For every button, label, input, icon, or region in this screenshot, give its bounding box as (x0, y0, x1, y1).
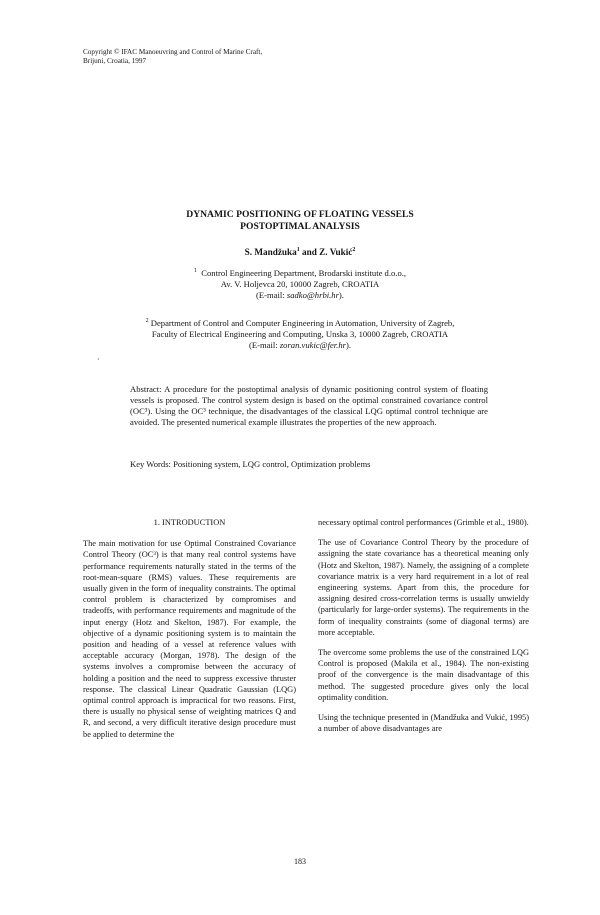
author-line (0, 247, 600, 257)
author-2-mark: 2 (352, 246, 356, 253)
paper-title (0, 209, 600, 233)
paragraph: Using the technique presented in (Mandžuka and Vukić, 1995) a number of above disadvantages are (318, 713, 529, 734)
author-connector: and (299, 247, 320, 257)
email-link: sadko@hrbi.hr (286, 290, 339, 300)
email-link: zoran.vukic@fer.hr (279, 340, 346, 350)
affiliation-1-mark: 1 (193, 268, 197, 275)
affiliation-2-line-2: Faculty of Electrical Engineering and Computing, Unska 3, 10000 Zagreb, CROATIA (151, 329, 449, 339)
affiliation-1-line-1: $^1$ Control Engineering Department, Brodarski institute d.o.o., (193, 268, 407, 278)
paragraph: The use of Covariance Control Theory by the procedure of assigning the state covariance has a theoretical meaning only (Hotz and Skelton, 1987). Namely, the assigning of a complete covariance matrix is a very hard requirement in a lot of real engineering systems. Apart from this, the procedure for assigning desired cross-correlation terms is usually unwieldy (particularly for large-order systems). The requirements in the form of inequality constraints (some of diagonal terms) are more acceptable. (318, 538, 529, 637)
affiliation-1 (0, 268, 600, 301)
title-line-2: POSTOPTIMAL ANALYSIS (240, 221, 360, 232)
affiliation-1-line-2: Av. V. Holjevca 20, 10000 Zagreb, CROATIA (220, 279, 380, 289)
paragraph: necessary optimal control performances (Grimble et al., 1980). (318, 518, 529, 527)
affiliation-1-email: (E-mail: sadko@hrbi.hr). (256, 290, 344, 300)
stray-dot-mark: · (97, 355, 100, 364)
affiliation-2 (0, 318, 600, 351)
affiliation-2-mark: 2 (145, 318, 149, 325)
copyright-line-1: Copyright © IFAC Manoeuvring and Control of Marine Craft, (83, 48, 263, 56)
title-line-1: DYNAMIC POSITIONING OF FLOATING VESSELS (186, 209, 414, 220)
keywords: Key Words: Positioning system, LQG control, Optimization problems (130, 459, 371, 469)
page-number: 183 (294, 857, 306, 866)
paragraph: The main motivation for use Optimal Constrained Covariance Control Theory (OC³) is that many real control systems have performance requirements naturally stated in the terms of the root-mean-square (RMS) values. These requirements are usually given in the form of inequality constraints. The optimal control problem is characterized by compromises and tradeoffs, with performance requirements and magnitude of the input energy (Hotz and Skelton, 1987). For example, the objective of a dynamic positioning system is to maintain the position and heading of a vessel at reference values with acceptable accuracy (Morgan, 1978). The design of the systems involves a compromise between the accuracy of holding a position and the need to suppress excessive thruster response. The classical Linear Quadratic Gaussian (LQG) optimal control approach is impractical for two reasons. First, there is usually no physical sense of weighting matrices Q and R, and second, a very difficult iterative design procedure must be applied to determine the (83, 539, 296, 739)
affiliation-2-email: (E-mail: zoran.vukic@fer.hr). (249, 340, 351, 350)
author-1-mark: 1 (296, 246, 300, 253)
author-2: Z. Vukić (319, 247, 353, 257)
right-column (318, 517, 529, 743)
copyright-notice (83, 48, 262, 66)
section-heading: 1. INTRODUCTION (153, 518, 226, 527)
author-1: S. Mandžuka (244, 247, 297, 257)
affiliation-2-line-1: $^2$ Department of Control and Computer Engineering in Automation, University of Zagreb, (145, 318, 455, 328)
left-column (83, 517, 296, 749)
copyright-line-2: Brijuni, Croatia, 1997 (83, 57, 147, 65)
paragraph: The overcome some problems the use of the constrained LQG Control is proposed (Makila et al., 1984). The non-existing proof of the convergence is the main disadvantage of this method. The suggested procedure gives only the local optimality condition. (318, 648, 529, 702)
abstract: Abstract: A procedure for the postoptimal analysis of dynamic positioning control system of floating vessels is proposed. The control system design is based on the optimal constrained covariance control (OC³). Using the OC³ technique, the disadvantages of the classical LQG optimal control technique are avoided. The presented numerical example illustrates the properties of the new approach. (130, 384, 488, 427)
